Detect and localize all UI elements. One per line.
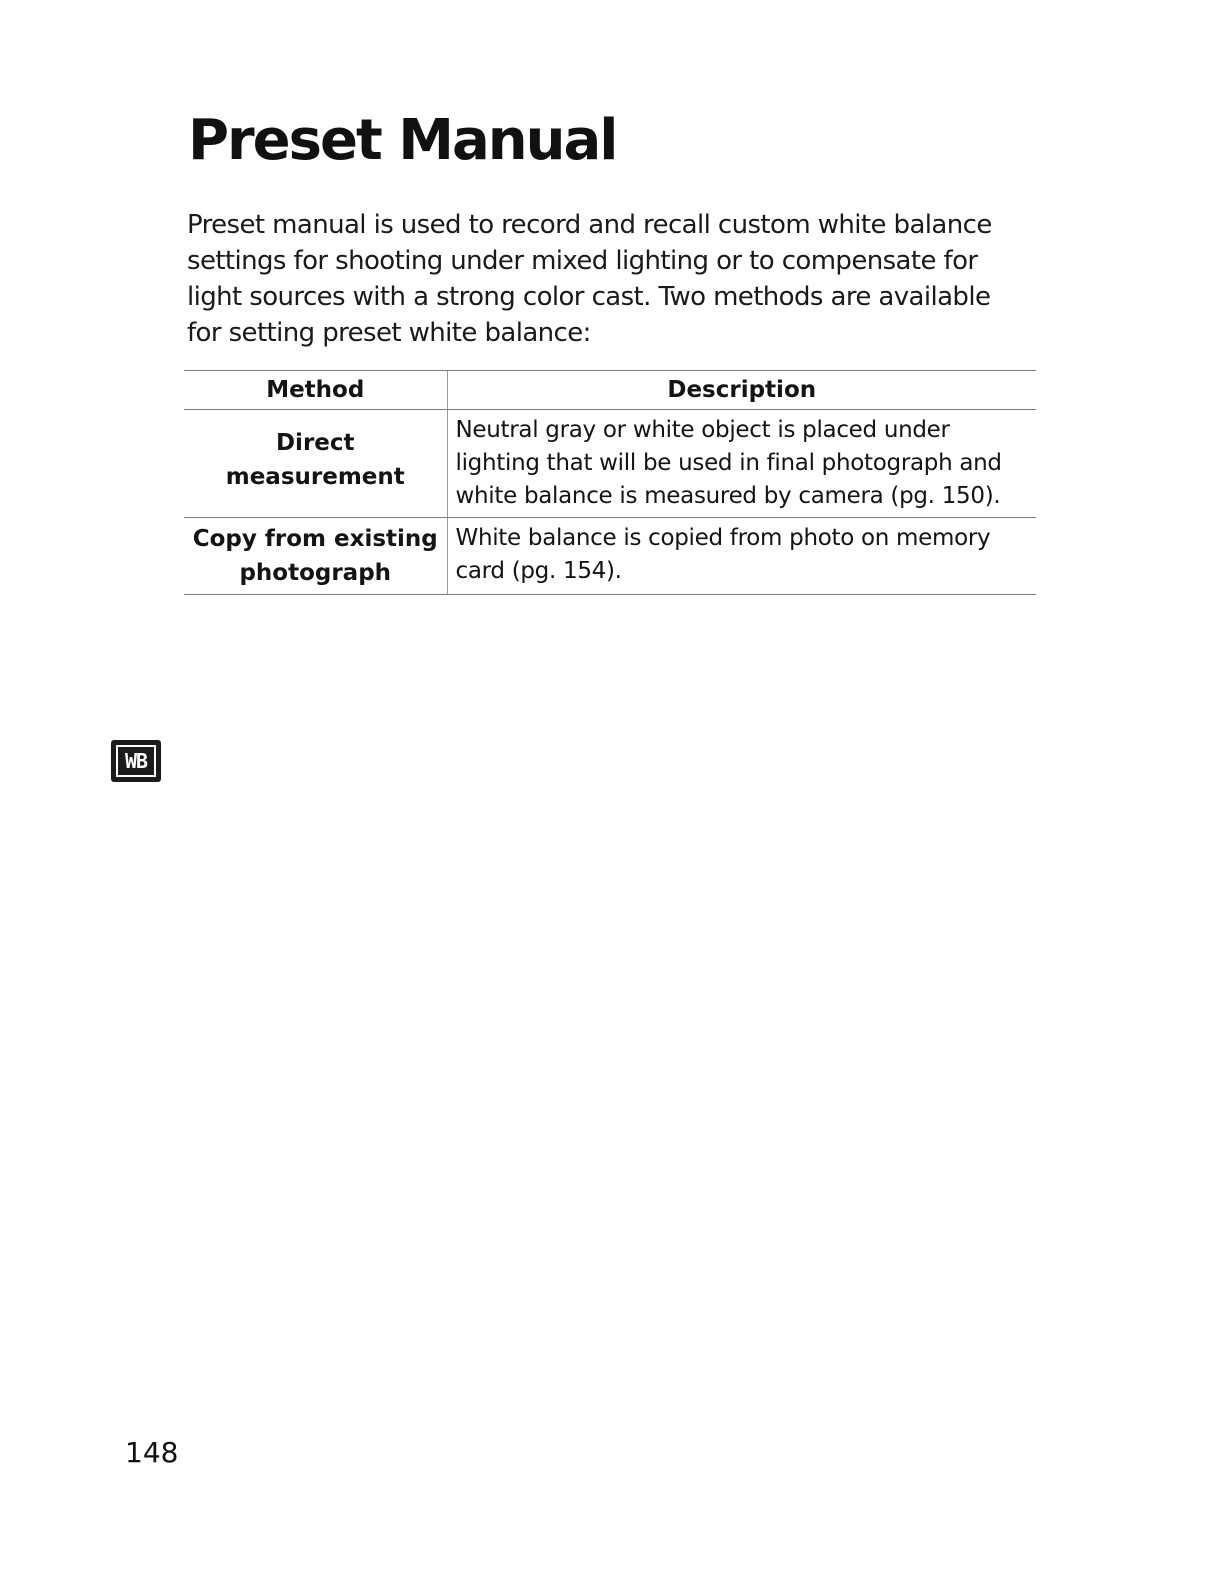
description-cell: Neutral gray or white object is placed under lighting that will be used in final photograph and white balance is measured by camera (pg. 150). [447,410,1036,518]
method-cell: Copy from existing photograph [184,518,447,595]
column-header-description: Description [447,371,1036,410]
table-header-row [184,371,1036,410]
wb-icon [111,740,161,782]
page-title: Preset Manual [188,108,617,173]
methods-table [184,370,1036,595]
description-cell: White balance is copied from photo on memory card (pg. 154). [447,518,1036,595]
intro-paragraph: Preset manual is used to record and recall custom white balance settings for shooting under mixed lighting or to compensate for light sources with a strong color cast. Two methods are available for setting preset white balance: [187,210,992,348]
wb-label: WB [116,745,156,777]
column-header-method: Method [184,371,447,410]
page-number: 148 [125,1436,179,1469]
table-row [184,518,1036,595]
method-cell: Direct measurement [184,410,447,518]
table-row [184,410,1036,518]
